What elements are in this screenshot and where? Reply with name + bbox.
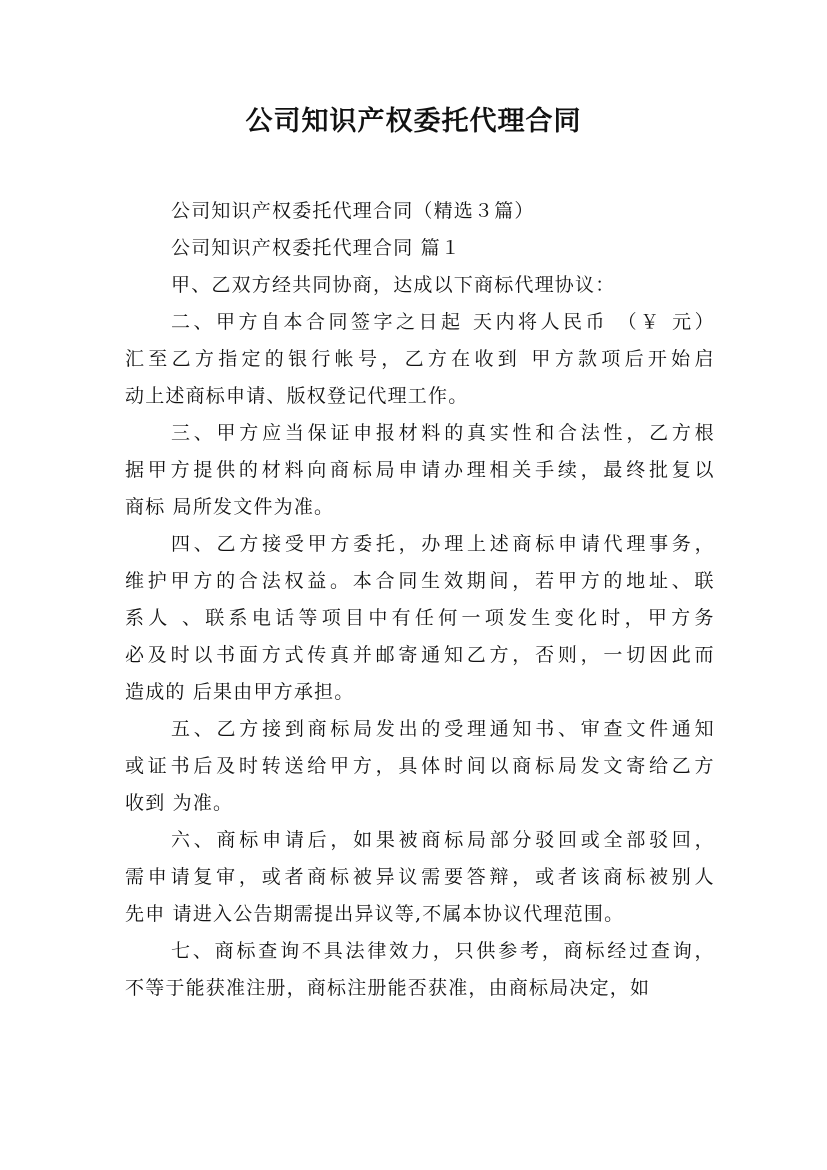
paragraph — [125, 230, 715, 267]
paragraph-line: 动上述商标申请、版权登记代理工作。 — [125, 385, 469, 407]
paragraph — [125, 822, 715, 933]
paragraph — [125, 193, 715, 230]
paragraph-line: 收到 为准。 — [125, 792, 234, 814]
paragraph-line: 甲、乙双方经共同协商，达成以下商标代理协议： — [171, 274, 616, 296]
paragraph — [125, 304, 715, 415]
paragraph-line: 必 及 时 以 书 面 方 式 传 真 并 邮 寄 通 知 乙 方 ， 否 则 ， 一 切 因 此 而 — [125, 644, 715, 666]
paragraph-line: 造成的 后果由甲方承担。 — [125, 681, 355, 703]
paragraph — [125, 711, 715, 822]
paragraph-line: 不等于能获准注册，商标注册能否获准，由商标局决定，如 — [125, 977, 651, 999]
paragraph-line: 五 、 乙 方 接 到 商 标 局 发 出 的 受 理 通 知 书 、 审 查 文 件 通 知 — [171, 718, 715, 740]
paragraph — [125, 526, 715, 711]
paragraph-line: 或 证 书 后 及 时 转 送 给 甲 方 ， 具 体 时 间 以 商 标 局 发 文 寄 给 乙 方 — [125, 755, 715, 777]
document-title: 公司知识产权委托代理合同 — [245, 106, 582, 137]
paragraph — [125, 933, 715, 1007]
paragraph-line: 系 人 、 联 系 电 话 等 项 目 中 有 任 何 一 项 发 生 变 化 时 ， 甲 方 务 — [125, 607, 715, 629]
paragraph-line: 商标 局所发文件为准。 — [125, 496, 335, 518]
paragraph-line: 公司知识产权委托代理合同（精选３篇） — [171, 200, 535, 222]
paragraph — [125, 415, 715, 526]
paragraph-line: 三 、 甲 方 应 当 保 证 申 报 材 料 的 真 实 性 和 合 法 性 ， 乙 方 根 — [171, 422, 715, 444]
paragraph-line: 四 、 乙 方 接 受 甲 方 委 托 ， 办 理 上 述 商 标 申 请 代 理 事 务 ， — [171, 533, 715, 555]
paragraph-line: 二 、 甲 方 自 本 合 同 签 字 之 日 起 天 内 将 人 民 币 （ ￥ 元 ） — [171, 311, 715, 333]
paragraph-line: 先申 请进入公告期需提出异议等,不属本协议代理范围。 — [125, 903, 625, 925]
paragraph-line: 七 、 商 标 查 询 不 具 法 律 效 力 ， 只 供 参 考 ， 商 标 经 过 查 询 ， — [171, 940, 715, 962]
paragraph-line: 需 申 请 复 审 ， 或 者 商 标 被 异 议 需 要 答 辩 ， 或 者 该 商 标 被 别 人 — [125, 866, 715, 888]
paragraph-line: 汇 至 乙 方 指 定 的 银 行 帐 号 ， 乙 方 在 收 到 甲 方 款 项 后 开 始 启 — [125, 348, 715, 370]
paragraph-line: 公司知识产权委托代理合同 篇１ — [171, 237, 462, 259]
paragraph-line: 维 护 甲 方 的 合 法 权 益 。 本 合 同 生 效 期 间 ， 若 甲 方 的 地 址 、 联 — [125, 570, 715, 592]
document-body — [125, 193, 715, 1007]
paragraph — [125, 267, 715, 304]
paragraph-line: 六 、 商 标 申 请 后 ， 如 果 被 商 标 局 部 分 驳 回 或 全 部 驳 回 ， — [171, 829, 715, 851]
paragraph-line: 据 甲 方 提 供 的 材 料 向 商 标 局 申 请 办 理 相 关 手 续 ， 最 终 批 复 以 — [125, 459, 715, 481]
